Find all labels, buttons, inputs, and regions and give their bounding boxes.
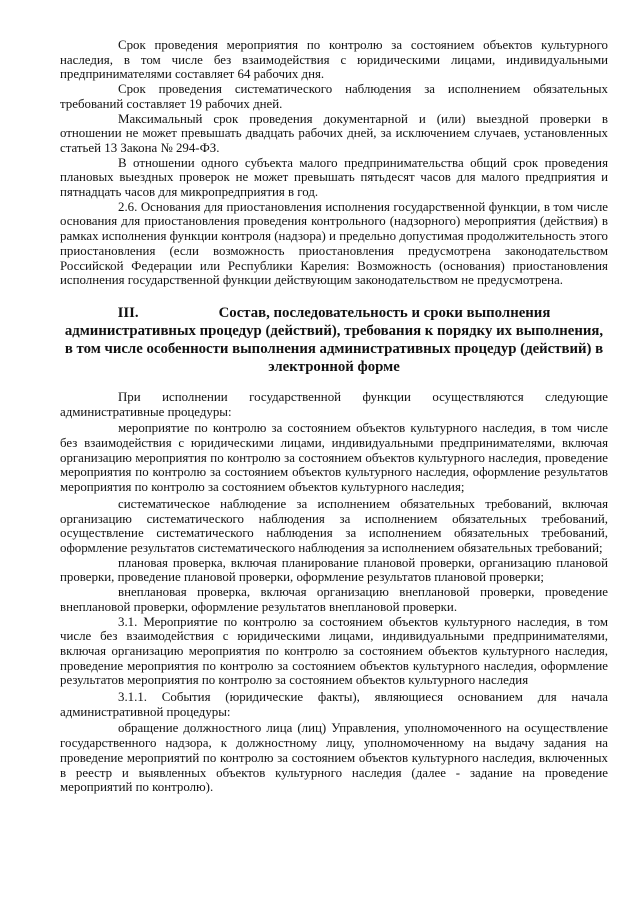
paragraph-3-1: 3.1. Мероприятие по контролю за состоянием объектов культурного наследия, в том числе без взаимодействия с юридическими лицами, индивидуальными предпринимателями, включая организацию мероприятия по контролю за состоянием объектов культурного наследия, проведение мероприятия по контролю за состоянием объектов культурного наследия, оформление результатов мероприятия по контролю за состоянием объектов культурного наследия xyxy=(60,614,608,688)
list-item-systematic-observation: систематическое наблюдение за исполнением обязательных требований, включая организацию систематического наблюдения за исполнением обязательных требований, осуществление систематического наблюдения за исполнением обязательных требований, оформление результатов систематического наблюдения за исполнением обязательных требований; xyxy=(60,496,608,555)
section-heading xyxy=(60,304,608,376)
paragraph-suspension-grounds: 2.6. Основания для приостановления исполнения государственной функции, в том числе основания для приостановления проведения контрольного (надзорного) мероприятия (действия) в рамках исполнения функции контроля (надзора) и предельно допустимая продолжительность этого приостановления (если возможность приостановления предусмотрена законодательством Российской Федерации или Республики Карелия: Возможность (основания) приостановления исполнения государственной функции действующим законодательством не предусмотрена. xyxy=(60,199,608,288)
paragraph-observation-duration: Срок проведения систематического наблюдения за исполнением обязательных требований составляет 19 рабочих дней. xyxy=(60,82,608,111)
list-item-control-event: мероприятие по контролю за состоянием объектов культурного наследия, в том числе без взаимодействия с юридическими лицами, индивидуальными предпринимателями, включая организацию мероприятия по контролю за состоянием объектов культурного наследия, проведение мероприятия по контролю за состоянием объектов культурного наследия, оформление результатов мероприятия по контролю за состоянием объектов культурного наследия; xyxy=(60,421,608,495)
section-number: III. xyxy=(117,304,139,321)
paragraph-event-duration: Срок проведения мероприятия по контролю за состоянием объектов культурного наследия, в том числе без взаимодействия с юридическими лицами, индивидуальными предпринимателями составляет 64 рабочих дня. xyxy=(60,38,608,82)
paragraph-official-request: обращение должностного лица (лиц) Управления, уполномоченного на осуществление государственного надзора, к должностному лицу, уполномоченному на выдачу задания на проведение мероприятий по контролю за состоянием объектов культурного наследия, включенных в реестр и выявленных объектов культурного наследия (далее - задание на проведение мероприятий по контролю). xyxy=(60,721,608,795)
paragraph-3-1-1: 3.1.1. События (юридические факты), являющиеся основанием для начала административной процедуры: xyxy=(60,690,608,719)
paragraph-small-business-limit: В отношении одного субъекта малого предпринимательства общий срок проведения плановых выездных проверок не может превышать пятьдесят часов для малого предприятия и пятнадцать часов для микропредприятия в год. xyxy=(60,155,608,200)
paragraph-max-inspection-duration: Максимальный срок проведения документарной и (или) выездной проверки в отношении не может превышать двадцать рабочих дней, за исключением случаев, установленных статьей 13 Закона № 294-ФЗ. xyxy=(60,111,608,155)
list-item-unplanned-inspection: внеплановая проверка, включая организацию внеплановой проверки, проведение внеплановой проверки, оформление результатов внеплановой проверки. xyxy=(60,585,608,614)
document-page xyxy=(60,38,608,795)
list-item-planned-inspection: плановая проверка, включая планирование плановой проверки, организацию плановой проверки, проведение плановой проверки, оформление результатов плановой проверки; xyxy=(60,555,608,585)
paragraph-procedures-intro: При исполнении государственной функции осуществляются следующие административные процедуры: xyxy=(60,389,608,419)
section-title: Состав, последовательность и сроки выполнения административных процедур (действий), требования к порядку их выполнения, в том числе особенности выполнения административных процедур (действий) в электронной форме xyxy=(64,304,604,375)
